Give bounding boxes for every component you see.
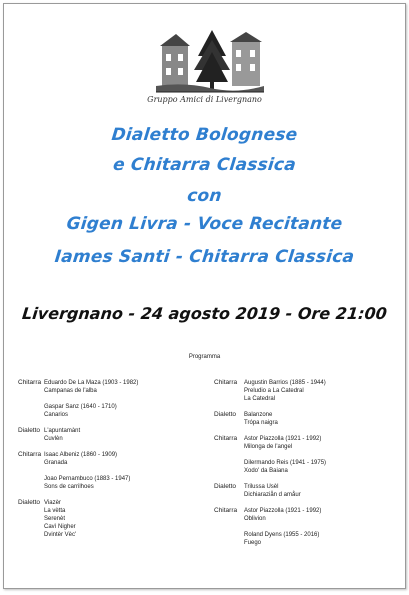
programme-line: Preludio a La Catedral [244, 388, 304, 394]
programme-section [214, 435, 399, 475]
programme-line: Canarios [44, 412, 69, 418]
programme-line [244, 451, 399, 459]
programme-line: La vètta [44, 508, 66, 514]
programme-line: Trópa naigra [244, 420, 278, 426]
programme-section [18, 451, 208, 491]
programme-line: Cavì Nigher [44, 524, 76, 530]
programme-line: Roland Dyens (1955 - 2016) [244, 532, 320, 538]
title-line-1: Dialetto Bolognese [110, 125, 299, 145]
programme-line: L'apuntamànt [44, 428, 81, 434]
section-label: Dialetto [214, 483, 237, 490]
programme-line: Cuvlèn [44, 436, 63, 442]
programme-line: Milonga de l'angel [244, 444, 293, 450]
programme-line: Balanzone [244, 412, 273, 418]
programme-line: Trilussa Usèl [244, 484, 279, 490]
programme-line: Dvintèr Vèc' [44, 532, 77, 538]
programme-line: Xodo' da Baiana [244, 468, 288, 474]
group-name: Gruppo Amici di Livergnano [147, 95, 262, 104]
programme-line [44, 467, 208, 475]
section-label: Dialetto [18, 427, 41, 434]
programme-line: Eduardo De La Maza (1903 - 1982) [44, 380, 139, 386]
programme-line: Campanas de l'alba [44, 388, 97, 394]
programme-line: Isaac Albeniz (1860 - 1909) [44, 452, 118, 458]
programme-line: Granada [44, 460, 68, 466]
programme-line: Sons de carrilhoes [44, 484, 94, 490]
programme-section [214, 379, 399, 403]
programme-section [18, 499, 208, 539]
programme-line [244, 523, 399, 531]
event-date-time: Livergnano - 24 agosto 2019 - Ore 21:00 [21, 304, 388, 323]
programme-section [214, 507, 399, 547]
programme-section [18, 427, 208, 443]
title-line-2: e Chitarra Classica [112, 155, 297, 175]
village-logo-illustration [154, 24, 266, 98]
programme-line: Serenèt [44, 516, 66, 522]
section-label: Dialetto [214, 411, 237, 418]
programme-line: Astor Piazzolla (1921 - 1992) [244, 508, 322, 514]
programme-line: Joao Pernambuco (1883 - 1947) [44, 476, 131, 482]
programme-line: Gaspar Sanz (1640 - 1710) [44, 404, 117, 410]
section-label: Chitarra [214, 379, 238, 386]
programme-section [214, 483, 399, 499]
title-line-4: Gigen Livra - Voce Recitante [65, 214, 344, 234]
programme-left-column [18, 379, 208, 547]
section-label: Chitarra [18, 379, 42, 386]
section-label: Chitarra [214, 435, 238, 442]
programme-right-column [214, 379, 399, 555]
section-label: Dialetto [18, 499, 41, 506]
programme-line: Viazèr [44, 500, 61, 506]
programme-line: La Catedral [244, 396, 276, 402]
title-line-5: Iames Santi - Chitarra Classica [53, 247, 356, 267]
poster-page [3, 3, 406, 589]
programme-line: Augustin Barrios (1885 - 1944) [244, 380, 326, 386]
programme-line [44, 395, 208, 403]
programme-section [18, 379, 208, 419]
programme-heading: Programma [188, 354, 221, 360]
section-label: Chitarra [18, 451, 42, 458]
programme-line: Astor Piazzolla (1921 - 1992) [244, 436, 322, 442]
programme-section [214, 411, 399, 427]
programme-line: Dichiaraziån d amåur [244, 492, 301, 498]
programme-line: Oblivion [244, 516, 266, 522]
programme-line: Fuego [244, 540, 262, 546]
section-label: Chitarra [214, 507, 238, 514]
title-line-3: con [186, 186, 223, 206]
programme-line: Dilermando Reis (1941 - 1975) [244, 460, 327, 466]
